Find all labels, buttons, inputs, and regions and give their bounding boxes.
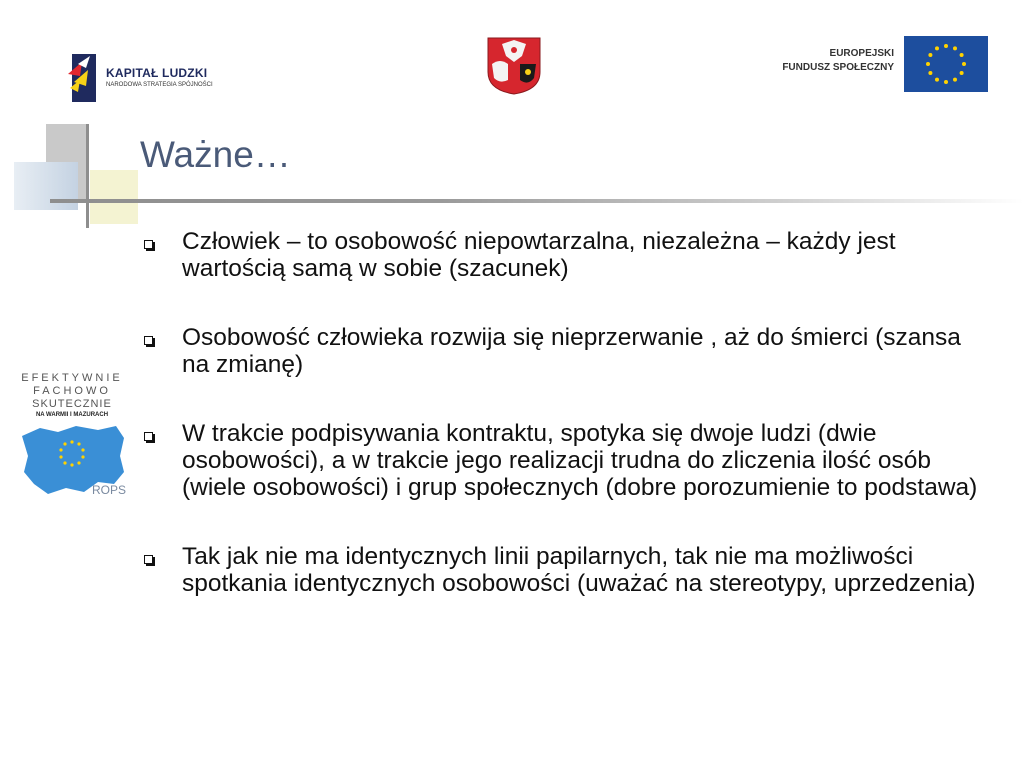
efs-line2: FUNDUSZ SPOŁECZNY [782,62,894,73]
rops-line3: SKUTECZNIE [32,398,112,410]
bullet-text: Osobowość człowieka rozwija się nieprzerwanie , aż do śmierci (szansa na zmianę) [182,324,961,378]
slide-title: Ważne… [140,134,291,175]
bullet-item [140,324,990,378]
bullet-text: W trakcie podpisywania kontraktu, spotyka się dwoje ludzi (dwie osobowości), a w trakcie jego realizacji trudna do zliczenia ilość osób (wiele osobowości) i grup społecznych (dobre porozumienie to podstawa) [182,420,978,501]
bullet-text: Tak jak nie ma identycznych linii papilarnych, tak nie ma możliwości spotkania identycznych osobowości (uważać na stereotypy, uprzedzenia) [182,543,976,597]
rops-line2: FACHOWO [33,385,111,397]
kapital-ludzki-logo [66,52,226,104]
square-bullet-icon [144,336,153,345]
square-bullet-icon [144,240,153,249]
decor-yellow-square [90,170,138,224]
kapital-ludzki-subtitle: NARODOWA STRATEGIA SPÓJNOŚCI [106,82,213,88]
efs-line1: EUROPEJSKI [829,48,894,59]
kapital-ludzki-title: KAPITAŁ LUDZKI [106,66,208,80]
rops-name: ROPS [92,483,127,497]
square-bullet-icon [144,555,153,564]
bullet-item [140,420,990,501]
coat-of-arms [486,36,542,96]
rops-logo [18,372,130,502]
kapital-ludzki-logo-icon [66,52,102,104]
rops-line1: EFEKTYWNIE [21,372,123,384]
eu-flag-icon [904,36,988,92]
decor-vertical-line [86,124,89,228]
rops-line4: NA WARMII I MAZURACH [35,412,109,418]
title-divider [50,199,1024,203]
bullet-text: Człowiek – to osobowość niepowtarzalna, niezależna – każdy jest wartością samą w sobie (szacunek) [182,228,896,282]
efs-logo [760,36,990,92]
coat-of-arms-icon [486,36,542,96]
square-bullet-icon [144,432,153,441]
bullet-list [140,228,990,597]
bullet-item [140,543,990,597]
bullet-item [140,228,990,282]
